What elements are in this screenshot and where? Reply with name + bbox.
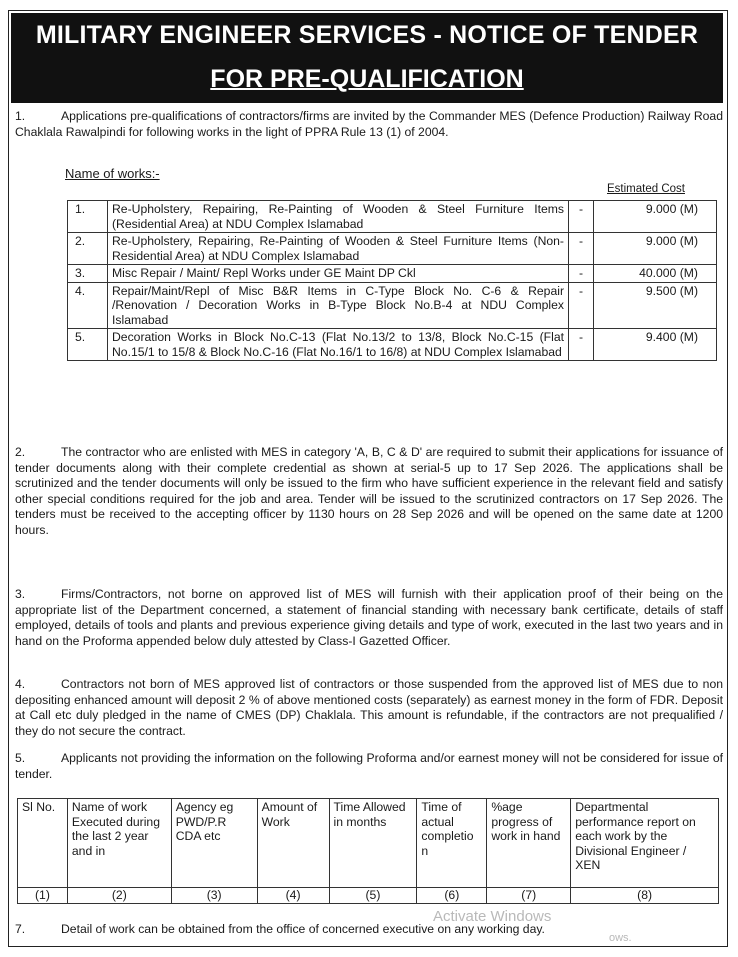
paragraph-text: Firms/Contractors, not borne on approved list of MES will furnish with their application proof of their being on the appropriate list of the Department concerned, a statement of financial standing with necessary bank certificate, details of staff employed, details of tools and plants and previous experience giving details and type of work, executed in the last two years and in hand on the Proforma appended below duly attested by Class-I Gazetted Officer. bbox=[15, 587, 723, 648]
proforma-column-index: (8) bbox=[571, 888, 719, 904]
work-item-row bbox=[68, 201, 717, 233]
work-item-number: 1. bbox=[68, 201, 108, 233]
activate-windows-watermark-tail: ows. bbox=[609, 932, 632, 944]
work-item-row bbox=[68, 265, 717, 283]
work-item-description: Re-Upholstery, Repairing, Re-Painting of Wooden & Steel Furniture Items (Non-Residential Area) at NDU Complex Islamabad bbox=[108, 233, 569, 265]
work-item-row bbox=[68, 329, 717, 361]
paragraph-number: 1. bbox=[15, 109, 26, 123]
work-item-number: 4. bbox=[68, 282, 108, 329]
works-heading: Name of works:- bbox=[65, 166, 160, 181]
works-table bbox=[67, 200, 717, 361]
proforma-column-index: (7) bbox=[487, 888, 571, 904]
proforma-column-header: Time of actual completio n bbox=[417, 799, 487, 888]
work-item-dash: - bbox=[569, 201, 594, 233]
paragraph-text: Applicants not providing the information on the following Proforma and/or earnest money will not be considered for issue of tender. bbox=[15, 751, 723, 781]
proforma-column-header: Departmental performance report on each work by the Divisional Engineer / XEN bbox=[571, 799, 719, 888]
work-item-row bbox=[68, 282, 717, 329]
work-item-number: 3. bbox=[68, 265, 108, 283]
proforma-column-header: Time Allowed in months bbox=[329, 799, 417, 888]
work-item-cost: 9.000 (M) bbox=[594, 233, 717, 265]
paragraph-text: Applications pre-qualifications of contractors/firms are invited by the Commander MES (Defence Production) Railway Road Chaklala Rawalpindi for following works in the light of PPRA Rule 13 (1) of 2004. bbox=[15, 109, 723, 139]
paragraph-2 bbox=[15, 445, 723, 539]
proforma-column-header: Name of work Executed during the last 2 year and in bbox=[67, 799, 171, 888]
proforma-index-row bbox=[18, 888, 719, 904]
proforma-header-row bbox=[18, 799, 719, 888]
work-item-number: 2. bbox=[68, 233, 108, 265]
proforma-column-index: (3) bbox=[171, 888, 257, 904]
work-item-description: Misc Repair / Maint/ Repl Works under GE Maint DP Ckl bbox=[108, 265, 569, 283]
proforma-column-index: (4) bbox=[257, 888, 329, 904]
notice-title: MILITARY ENGINEER SERVICES - NOTICE OF TENDER bbox=[35, 21, 699, 49]
paragraph-4 bbox=[15, 677, 723, 739]
work-item-row bbox=[68, 233, 717, 265]
paragraph-number: 2. bbox=[15, 445, 26, 459]
proforma-column-header: Sl No. bbox=[18, 799, 68, 888]
activate-windows-watermark: Activate Windows bbox=[433, 908, 552, 925]
notice-header bbox=[11, 13, 723, 103]
paragraph-1 bbox=[15, 109, 723, 140]
proforma-table bbox=[17, 798, 719, 904]
work-item-number: 5. bbox=[68, 329, 108, 361]
proforma-column-header: Agency eg PWD/P.R CDA etc bbox=[171, 799, 257, 888]
paragraph-number: 7. bbox=[15, 922, 26, 936]
notice-subtitle: FOR PRE-QUALIFICATION bbox=[210, 65, 524, 93]
paragraph-number: 3. bbox=[15, 587, 26, 601]
proforma-column-header: %age progress of work in hand bbox=[487, 799, 571, 888]
proforma-column-index: (1) bbox=[18, 888, 68, 904]
estimated-cost-header: Estimated Cost bbox=[607, 183, 685, 195]
work-item-dash: - bbox=[569, 282, 594, 329]
work-item-dash: - bbox=[569, 265, 594, 283]
tender-notice bbox=[8, 10, 728, 947]
paragraph-number: 5. bbox=[15, 751, 26, 765]
work-item-dash: - bbox=[569, 329, 594, 361]
proforma-column-index: (2) bbox=[67, 888, 171, 904]
proforma-column-index: (5) bbox=[329, 888, 417, 904]
work-item-description: Decoration Works in Block No.C-13 (Flat No.13/2 to 13/8, Block No.C-15 (Flat No.15/1 to 15/8 & Block No.C-16 (Flat No.16/1 to 16/8) at NDU Complex Islamabad bbox=[108, 329, 569, 361]
paragraph-text: Contractors not born of MES approved list of contractors or those suspended from the approved list of MES due to non depositing enhanced amount will deposit 2 % of above mentioned costs (separately) as earnest money in the form of FDR. Deposit at Call etc duly pledged in the name of CMES (DP) Chaklala. This amount is refundable, if the contractors are not prequalified / they do not secure the contract. bbox=[15, 677, 723, 738]
proforma-column-header: Amount of Work bbox=[257, 799, 329, 888]
paragraph-3 bbox=[15, 587, 723, 649]
paragraph-text: The contractor who are enlisted with MES in category 'A, B, C & D' are required to submit their applications for issuance of tender documents along with their complete credential as shown at serial-5 up to 17 Sep 2026. The applications shall be scrutinized and the tender documents will only be issued to the firm who have sufficient experience in the relevant field and satisfy other special conditions required for the job and area. Tender will be issued to the scrutinized contractors on 17 Sep 2026. The tenders must be received to the accepting officer by 1130 hours on 28 Sep 2026 and will be opened on the same date at 1200 hours. bbox=[15, 445, 723, 537]
work-item-dash: - bbox=[569, 233, 594, 265]
work-item-cost: 40.000 (M) bbox=[594, 265, 717, 283]
work-item-description: Repair/Maint/Repl of Misc B&R Items in C-Type Block No. C-6 & Repair /Renovation / Decoration Works in B-Type Block No.B-4 at NDU Complex Islamabad bbox=[108, 282, 569, 329]
paragraph-5 bbox=[15, 751, 723, 782]
work-item-description: Re-Upholstery, Repairing, Re-Painting of Wooden & Steel Furniture Items (Residential Area) at NDU Complex Islamabad bbox=[108, 201, 569, 233]
work-item-cost: 9.400 (M) bbox=[594, 329, 717, 361]
paragraph-number: 4. bbox=[15, 677, 26, 691]
work-item-cost: 9.000 (M) bbox=[594, 201, 717, 233]
work-item-cost: 9.500 (M) bbox=[594, 282, 717, 329]
paragraph-text: Detail of work can be obtained from the office of concerned executive on any working day. bbox=[61, 922, 545, 936]
proforma-column-index: (6) bbox=[417, 888, 487, 904]
